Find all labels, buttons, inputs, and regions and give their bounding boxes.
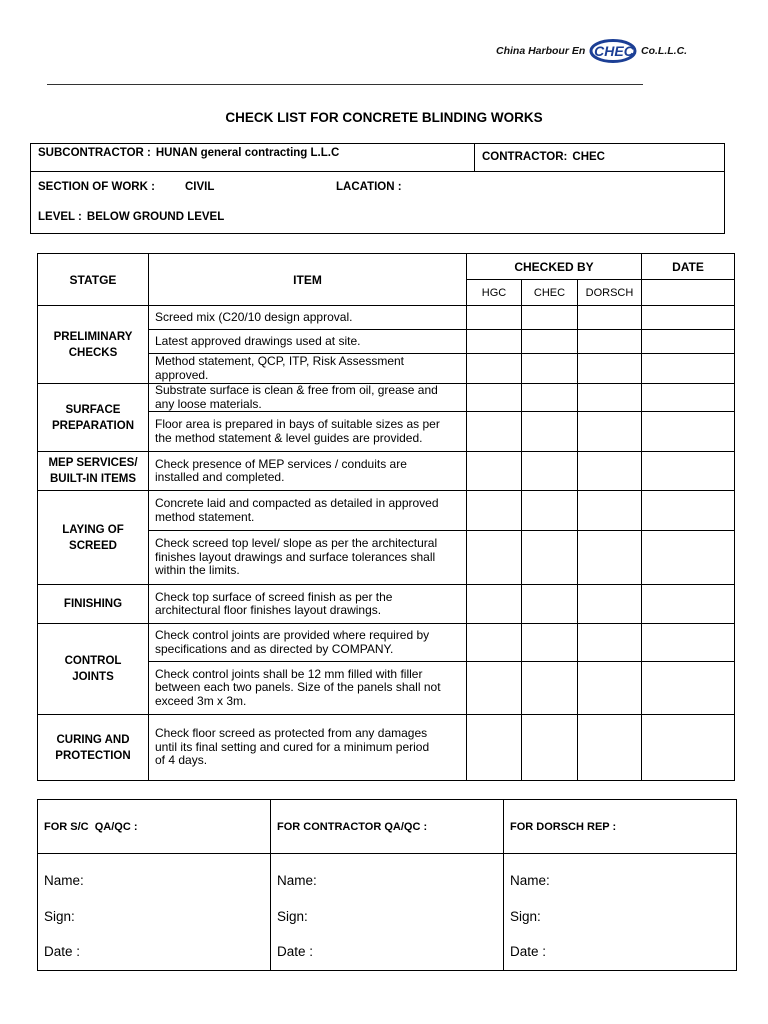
item-cell xyxy=(149,662,467,715)
header-hgc: HGC xyxy=(467,280,522,306)
stage-label-line: CHECKS xyxy=(68,346,118,359)
stage-label-line: PROTECTION xyxy=(55,749,131,762)
date-label: Date : xyxy=(44,944,81,959)
info-divider xyxy=(31,171,724,172)
item-text-line: installed and completed. xyxy=(155,470,285,484)
item-text-line: Concrete laid and compacted as detailed in approved xyxy=(155,496,439,510)
date-cell xyxy=(642,715,735,781)
item-text-line: finishes layout drawings and surface tolerances shall xyxy=(155,549,436,564)
date-cell xyxy=(642,354,735,384)
dorsch-check-cell xyxy=(578,585,642,624)
header-stage: STATGE xyxy=(38,254,149,306)
subcontractor-value: HUNAN general contracting L.L.C xyxy=(155,147,340,159)
chec-check-cell xyxy=(522,624,578,662)
item-text-line: exceed 3m x 3m. xyxy=(155,693,247,708)
item-text-line: method statement. xyxy=(155,509,255,524)
level-label: LEVEL : xyxy=(38,211,82,223)
item-text-line: specifications and as directed by COMPANY. xyxy=(155,641,394,656)
signoff-title-dorsch-rep: FOR DORSCH REP : xyxy=(504,800,737,854)
dorsch-check-cell xyxy=(578,354,642,384)
logo-text: CHEC xyxy=(594,43,634,59)
item-cell xyxy=(149,452,467,491)
chec-check-cell xyxy=(522,412,578,452)
stage-cell xyxy=(38,491,149,585)
signoff-block xyxy=(504,854,737,971)
hgc-check-cell xyxy=(467,330,522,354)
chec-check-cell xyxy=(522,715,578,781)
item-text-line: Check presence of MEP services / conduits are xyxy=(155,456,407,471)
checklist-row xyxy=(38,715,735,781)
dorsch-check-cell xyxy=(578,662,642,715)
section-of-work-value: CIVIL xyxy=(185,181,215,193)
subcontractor-field xyxy=(38,146,339,160)
section-of-work-label: SECTION OF WORK : xyxy=(38,181,155,193)
hgc-check-cell xyxy=(467,585,522,624)
stage-label-line: JOINTS xyxy=(72,671,114,683)
item-text-line: Check control joints shall be 12 mm filled with filler xyxy=(155,666,423,681)
checklist-table xyxy=(37,253,735,781)
chec-check-cell xyxy=(522,452,578,491)
subcontractor-label: SUBCONTRACTOR : xyxy=(38,147,151,159)
signoff-body-row xyxy=(38,854,737,971)
item-cell xyxy=(149,531,467,585)
date-cell xyxy=(642,452,735,491)
stage-label-line: BUILT-IN ITEMS xyxy=(49,473,137,485)
chec-check-cell xyxy=(522,330,578,354)
item-cell xyxy=(149,585,467,624)
company-name-prefix: China Harbour En xyxy=(496,45,586,57)
header-checked-by: CHECKED BY xyxy=(467,254,642,280)
header-dorsch: DORSCH xyxy=(578,280,642,306)
item-text-line: Check floor screed as protected from any damages xyxy=(155,726,428,741)
name-label: Name: xyxy=(510,873,550,888)
hgc-check-cell xyxy=(467,662,522,715)
header-date: DATE xyxy=(642,254,735,280)
item-cell xyxy=(149,384,467,412)
item-text-line: Check top surface of screed finish as per the xyxy=(155,589,393,604)
dorsch-check-cell xyxy=(578,715,642,781)
sign-label: Sign: xyxy=(277,908,308,924)
date-cell xyxy=(642,384,735,412)
date-cell xyxy=(642,585,735,624)
dorsch-check-cell xyxy=(578,412,642,452)
date-label: Date : xyxy=(277,944,314,959)
checklist-row xyxy=(38,491,735,531)
item-cell xyxy=(149,306,467,330)
dorsch-check-cell xyxy=(578,531,642,585)
dorsch-check-cell xyxy=(578,624,642,662)
hgc-check-cell xyxy=(467,491,522,531)
stage-label-line: FINISHING xyxy=(63,598,123,610)
item-text-line: Screed mix (C20/10 design approval. xyxy=(155,309,353,324)
contractor-field xyxy=(482,150,605,164)
name-label: Name: xyxy=(44,873,84,888)
date-cell xyxy=(642,330,735,354)
project-info-box xyxy=(30,143,725,234)
item-text-line: Substrate surface is clean & free from oil, grease and xyxy=(155,383,438,397)
header-date-blank xyxy=(642,280,735,306)
date-cell xyxy=(642,412,735,452)
item-text-line: until its final setting and cured for a minimum period xyxy=(155,739,430,754)
checklist-header-row xyxy=(38,254,735,280)
signoff-title-contractor-qaqc: FOR CONTRACTOR QA/QC : xyxy=(271,800,504,854)
stage-cell xyxy=(38,306,149,384)
item-text-line: Method statement, QCP, ITP, Risk Assessment xyxy=(155,354,404,368)
chec-check-cell xyxy=(522,354,578,384)
item-cell xyxy=(149,330,467,354)
signoff-block xyxy=(271,854,504,971)
name-label: Name: xyxy=(277,873,317,888)
contractor-value: CHEC xyxy=(572,151,605,163)
stage-label-line: SURFACE xyxy=(65,403,121,416)
date-cell xyxy=(642,306,735,330)
stage-label-line: CONTROL xyxy=(64,655,122,667)
item-text-line: Latest approved drawings used at site. xyxy=(155,333,361,348)
sign-label: Sign: xyxy=(44,908,75,924)
hgc-check-cell xyxy=(467,624,522,662)
company-name-suffix: Co.L.L.C. xyxy=(641,45,688,57)
item-text-line: Check screed top level/ slope as per the architectural xyxy=(155,536,438,551)
item-text-line: Floor area is prepared in bays of suitable sizes as per xyxy=(155,417,440,431)
dorsch-check-cell xyxy=(578,452,642,491)
checklist-row xyxy=(38,384,735,412)
hgc-check-cell xyxy=(467,306,522,330)
level-field xyxy=(38,210,224,224)
contractor-label: CONTRACTOR: xyxy=(482,151,568,163)
hgc-check-cell xyxy=(467,354,522,384)
item-text-line: architectural floor finishes layout drawings. xyxy=(155,603,382,617)
item-cell xyxy=(149,715,467,781)
signoff-block xyxy=(38,854,271,971)
info-column-divider xyxy=(474,144,475,171)
date-cell xyxy=(642,491,735,531)
item-cell xyxy=(149,624,467,662)
date-cell xyxy=(642,624,735,662)
checklist-row xyxy=(38,585,735,624)
signoff-title-sc-qaqc: FOR S/C QA/QC : xyxy=(38,800,271,854)
date-cell xyxy=(642,662,735,715)
hgc-check-cell xyxy=(467,531,522,585)
item-text-line: approved. xyxy=(155,367,209,382)
stage-cell xyxy=(38,452,149,491)
hgc-check-cell xyxy=(467,412,522,452)
chec-check-cell xyxy=(522,531,578,585)
checklist-row xyxy=(38,306,735,330)
chec-check-cell xyxy=(522,306,578,330)
dorsch-check-cell xyxy=(578,306,642,330)
chec-check-cell xyxy=(522,384,578,412)
dorsch-check-cell xyxy=(578,384,642,412)
header-chec: CHEC xyxy=(522,280,578,306)
stage-cell xyxy=(38,715,149,781)
stage-cell xyxy=(38,384,149,452)
stage-label-line: SCREED xyxy=(69,539,117,552)
hgc-check-cell xyxy=(467,384,522,412)
location-label: LACATION : xyxy=(336,181,402,193)
item-text-line: within the limits. xyxy=(155,563,240,578)
chec-check-cell xyxy=(522,585,578,624)
chec-check-cell xyxy=(522,662,578,715)
item-text-line: Check control joints are provided where required by xyxy=(155,628,430,642)
chec-logo xyxy=(588,38,638,64)
header-item: ITEM xyxy=(149,254,467,306)
stage-label-line: PREPARATION xyxy=(52,419,134,432)
date-cell xyxy=(642,531,735,585)
checklist-row xyxy=(38,452,735,491)
dorsch-check-cell xyxy=(578,491,642,531)
hgc-check-cell xyxy=(467,715,522,781)
item-text-line: the method statement & level guides are provided. xyxy=(155,430,423,445)
stage-label-line: CURING AND xyxy=(56,733,130,746)
stage-label-line: LAYING OF xyxy=(62,523,124,536)
signoff-header-row xyxy=(38,800,737,854)
header-divider xyxy=(47,84,643,85)
stage-cell xyxy=(38,585,149,624)
item-text-line: between each two panels. Size of the panels shall not xyxy=(155,680,441,695)
chec-check-cell xyxy=(522,491,578,531)
date-label: Date : xyxy=(510,944,547,959)
level-value: BELOW GROUND LEVEL xyxy=(86,211,225,223)
dorsch-check-cell xyxy=(578,330,642,354)
item-cell xyxy=(149,412,467,452)
stage-label-line: PRELIMINARY xyxy=(53,330,133,343)
checklist-row xyxy=(38,624,735,662)
hgc-check-cell xyxy=(467,452,522,491)
stage-cell xyxy=(38,624,149,715)
signoff-table xyxy=(37,799,737,971)
item-cell xyxy=(149,354,467,384)
item-text-line: of 4 days. xyxy=(155,753,208,768)
item-text-line: any loose materials. xyxy=(155,396,262,411)
page-title: CHECK LIST FOR CONCRETE BLINDING WORKS xyxy=(225,110,543,125)
item-cell xyxy=(149,491,467,531)
stage-label-line: MEP SERVICES/ xyxy=(48,457,138,469)
sign-label: Sign: xyxy=(510,908,541,924)
